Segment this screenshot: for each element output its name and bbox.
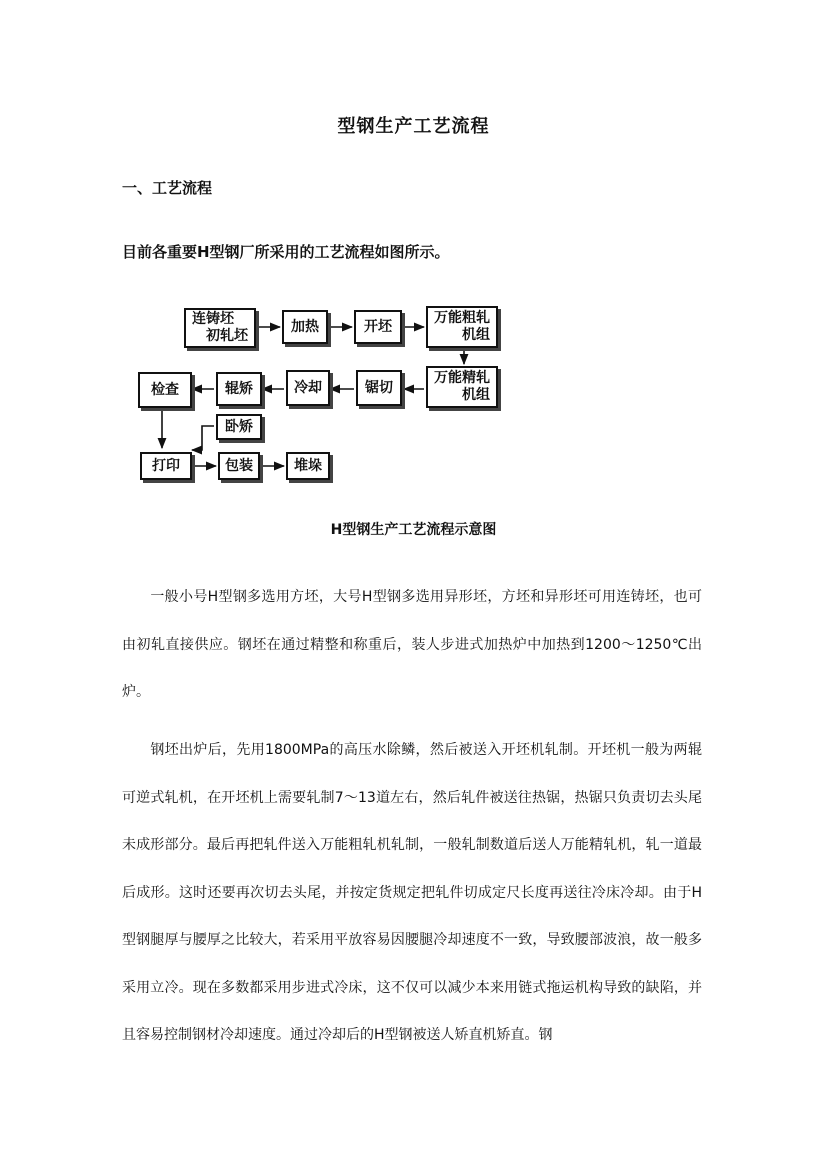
flow-step-s6: 锯切 [356, 370, 402, 406]
arrow-s10-s11 [192, 426, 214, 450]
flow-step-s3: 开坯 [354, 310, 402, 344]
flow-step-s4: 万能粗轧 机组 [426, 306, 498, 348]
figure-caption: H型钢生产工艺流程示意图 [330, 522, 497, 538]
flow-step-s7: 冷却 [286, 370, 330, 406]
flow-step-s5: 万能精轧 机组 [426, 366, 498, 408]
flow-step-s13: 堆垛 [286, 452, 330, 480]
flow-step-s8: 辊矫 [216, 372, 262, 406]
flow-step-s9: 检查 [138, 372, 192, 408]
section-heading: 一、工艺流程 [122, 179, 213, 197]
paragraph-2: 钢坯出炉后，先用1800MPa的高压水除鳞，然后被送入开坯机轧制。开坯机一般为两辊可逆式轧机，在开坯机上需要轧制7～13道左右，然后轧件被送往热锯，热锯只负责切去头尾未成形部分。最后再把轧件送入万能粗轧机轧制，一般轧制数道后送人万能精轧机，轧一道最后成形。这时还要再次切去头尾，并按定货规定把轧件切成定尺长度再送往冷床冷却。由于H型钢腿厚与腰厚之比较大，若采用平放容易因腰腿冷却速度不一致，导致腰部波浪，故一般多采用立冷。现在多数都采用步进式冷床，这不仅可以减少本来用链式拖运机构导致的缺陷，并且容易控制钢材冷却速度。通过冷却后的H型钢被送人矫直机矫直。钢 [122, 742, 702, 1043]
flow-step-s10: 卧矫 [216, 414, 262, 440]
document-title: 型钢生产工艺流程 [337, 116, 490, 137]
process-flow-diagram [132, 296, 522, 496]
flow-step-s2: 加热 [282, 310, 328, 344]
intro-line: 目前各重要H型钢厂所采用的工艺流程如图所示。 [122, 243, 450, 261]
paragraph-1: 一般小号H型钢多选用方坯，大号H型钢多选用异形坯，方坯和异形坯可用连铸坯，也可由初轧直接供应。钢坯在通过精整和称重后，装人步进式加热炉中加热到1200～1250℃出炉。 [122, 589, 702, 700]
flow-step-s12: 包装 [218, 452, 260, 480]
flow-step-s1: 连铸坯 初轧坯 [184, 308, 256, 348]
flow-step-s11: 打印 [140, 452, 192, 480]
